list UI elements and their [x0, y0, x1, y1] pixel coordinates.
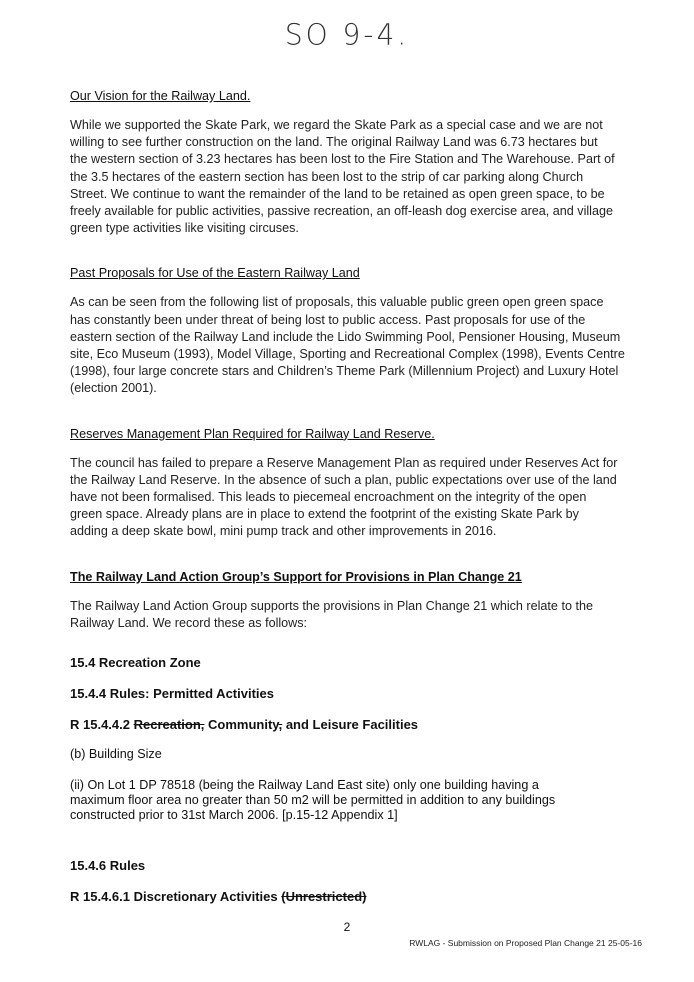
support-heading: The Railway Land Action Group’s Support for Provisions in Plan Change 21	[70, 569, 522, 584]
reserves-plan-line: green space. Already plans are in place to extend the footprint of the existing Skate Park by	[70, 507, 579, 522]
rule-mid: Community	[204, 717, 279, 733]
past-proposals-paragraph	[70, 294, 630, 397]
past-proposals-line: (election 2001).	[70, 381, 157, 396]
past-proposals-line: eastern section of the Railway Land include the Lido Swimming Pool, Pensioner Housing, Museum	[70, 329, 621, 344]
vision-heading: Our Vision for the Railway Land.	[70, 89, 251, 103]
document-body	[70, 88, 630, 905]
past-proposals-heading: Past Proposals for Use of the Eastern Railway Land	[70, 266, 360, 281]
permitted-activities-heading: 15.4.4 Rules: Permitted Activities	[70, 686, 274, 702]
past-proposals-line: has constantly been under threat of being lost to public access. Past proposals for use of the	[70, 312, 586, 327]
past-proposals-line: site, Eco Museum (1993), Model Village, Sporting and Recreational Complex (1998), Events Centre	[70, 347, 625, 362]
handwritten-reference: SO 9-4.	[284, 17, 410, 52]
support-paragraph	[70, 598, 630, 632]
struck-text: ,	[278, 717, 283, 733]
vision-line: the 3.5 hectares of the eastern section has been lost to the strip of car parking along Church	[70, 169, 584, 184]
rule-15-4-4-2	[70, 716, 630, 733]
vision-line: the western section of 3.23 hectares has been lost to the Fire Station and The Warehouse. Part of	[70, 152, 615, 167]
vision-paragraph	[70, 117, 630, 237]
rules-heading: 15.4.6 Rules	[70, 858, 146, 874]
page-footer: RWLAG - Submission on Proposed Plan Change 21 25-05-16	[409, 938, 642, 948]
vision-line: freely available for public activities, passive recreation, an off-leash dog exercise area, and village	[70, 204, 613, 219]
struck-text: Recreation,	[133, 717, 205, 733]
lot-provision	[70, 778, 630, 823]
lot-line: maximum floor area no greater than 50 m2 will be permitted in addition to any buildings	[70, 793, 556, 808]
vision-line: While we supported the Skate Park, we regard the Skate Park as a special case and we are not	[70, 118, 603, 132]
reserves-plan-paragraph	[70, 455, 630, 541]
rule-prefix: R 15.4.4.2	[70, 717, 134, 733]
struck-text: (Unrestricted)	[281, 889, 367, 905]
reserves-plan-line: the Railway Land Reserve. In the absence of such a plan, public expectations over use of the land	[70, 472, 617, 487]
lot-line: (ii) On Lot 1 DP 78518 (being the Railway Land East site) only one building having a	[70, 778, 539, 793]
building-size-label: (b) Building Size	[70, 747, 162, 762]
reserves-plan-line: The council has failed to prepare a Reserve Management Plan as required under Reserves Act for	[70, 455, 618, 470]
rule-15-4-6-1	[70, 888, 630, 905]
rule-prefix: R 15.4.6.1 Discretionary Activities	[70, 889, 282, 905]
lot-line: constructed prior to 31st March 2006. [p.15-12 Appendix 1]	[70, 808, 398, 823]
vision-line: green type activities like visiting circuses.	[70, 221, 299, 236]
page-number: 2	[343, 920, 351, 934]
support-line: The Railway Land Action Group supports the provisions in Plan Change 21 which relate to the	[70, 598, 593, 613]
reserves-plan-line: adding a deep skate bowl, mini pump track and other improvements in 2016.	[70, 524, 497, 539]
past-proposals-line: (1998), four large concrete stars and Children’s Theme Park (Millennium Project) and Luxury Hotel	[70, 364, 619, 379]
support-line: Railway Land. We record these as follows:	[70, 615, 308, 630]
reserves-plan-line: have not been formalised. This leads to piecemeal encroachment on the integrity of the open	[70, 490, 587, 505]
vision-line: Street. We continue to want the remainder of the land to be retained as open green space, to be	[70, 186, 605, 201]
rule-suffix: and Leisure Facilities	[282, 717, 419, 733]
vision-line: willing to see further construction on the land. The original Railway Land was 6.73 hectares but	[70, 135, 598, 150]
recreation-zone-heading: 15.4 Recreation Zone	[70, 655, 201, 671]
past-proposals-line: As can be seen from the following list of proposals, this valuable public green open green space	[70, 295, 604, 310]
reserves-plan-heading: Reserves Management Plan Required for Railway Land Reserve.	[70, 426, 435, 441]
